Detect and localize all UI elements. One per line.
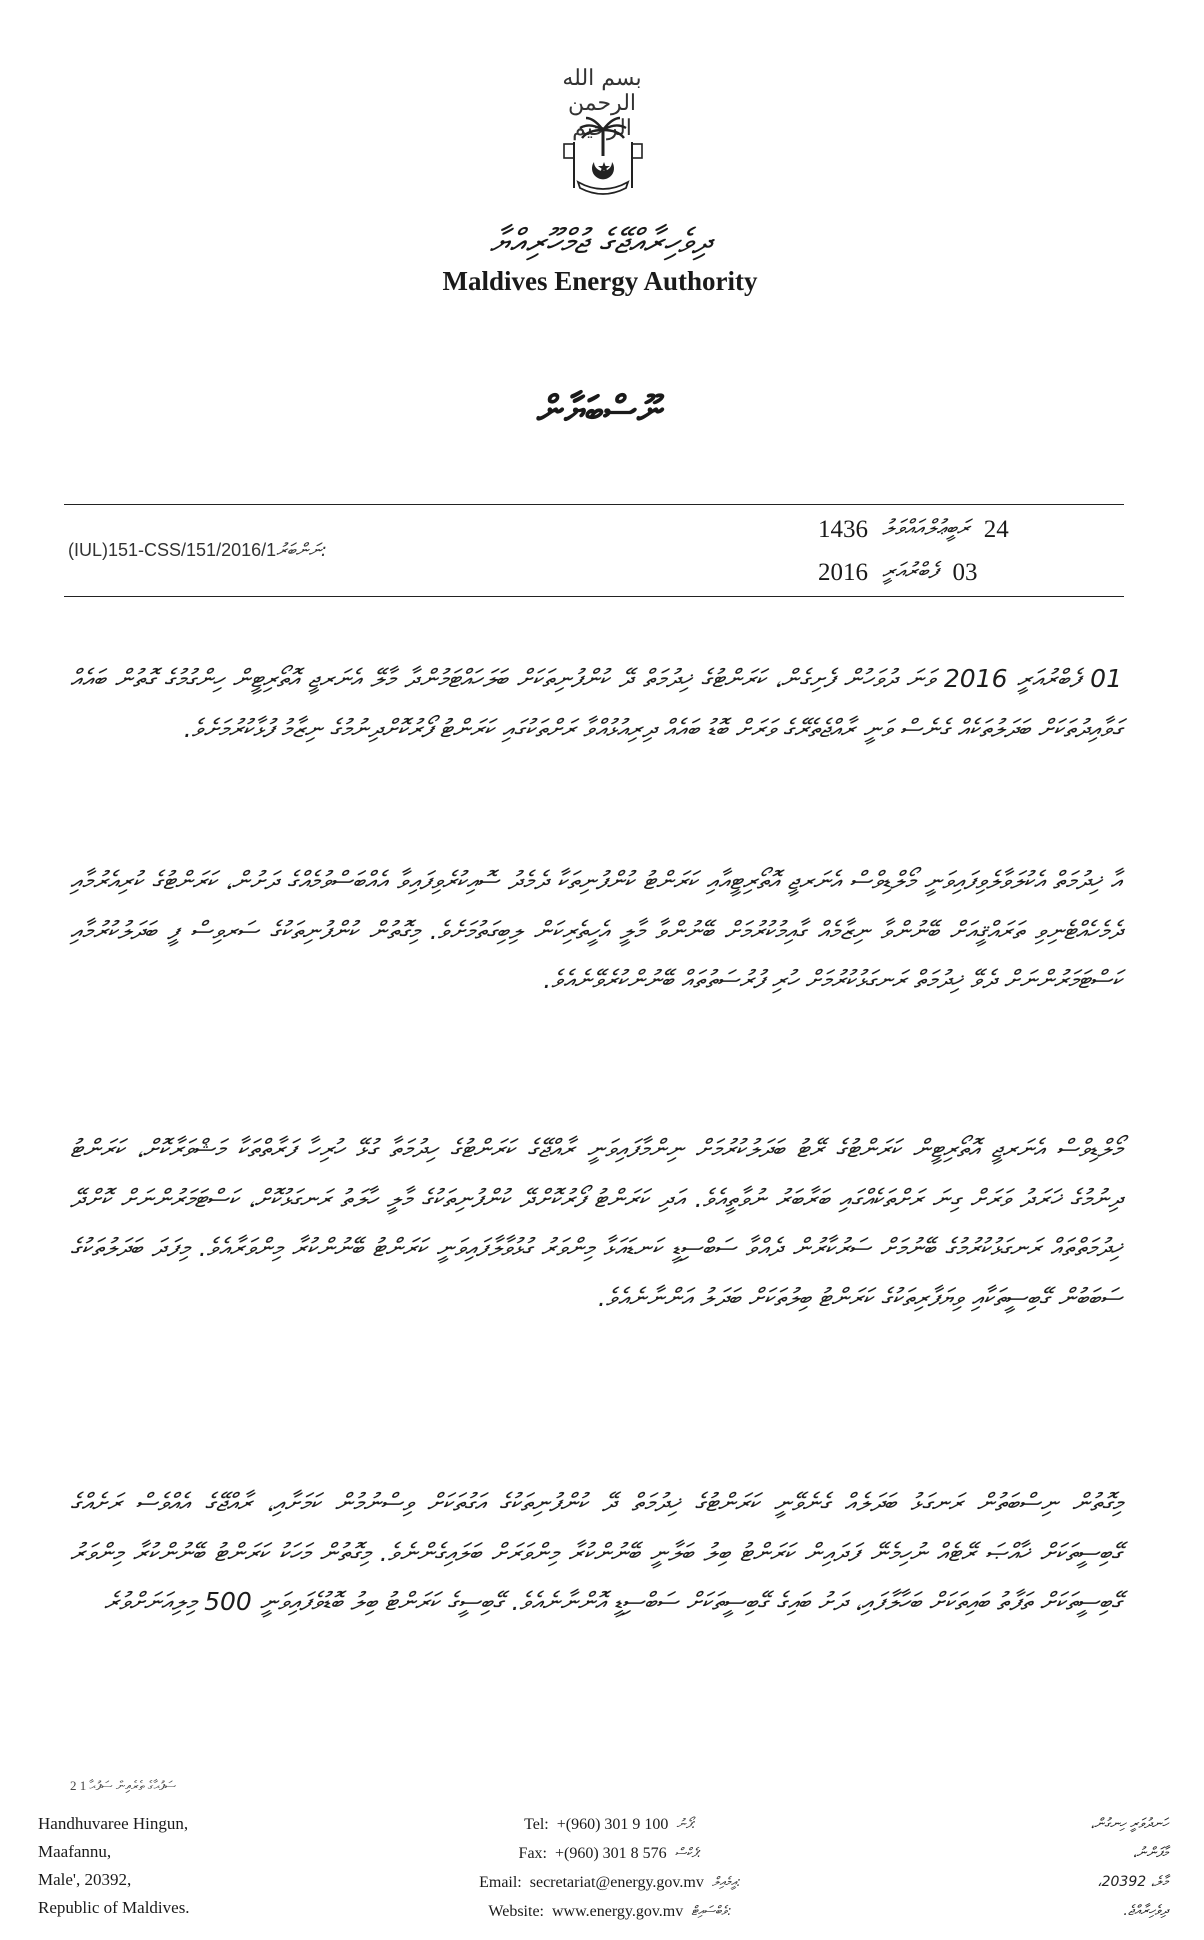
gregorian-date [818,559,1118,587]
contact-fax [410,1839,810,1868]
reference-number-value: (IUL)151-CSS/151/2016/1 [68,540,277,560]
address-line-dhivehi: މާލެ، 20392، [1097,1874,1168,1890]
organization-name-english: Maldives Energy Authority [442,266,758,296]
document-title: ނޫސްބަޔާން [536,388,664,432]
address-line: Republic of Maldives. [38,1898,190,1917]
organization-name-dhivehi: ދިވެހިރާއްޖޭގެ ޖުމްހޫރިއްޔާ [489,222,711,262]
body-paragraph-4: މިގޮތުން ނިސްބަތުން ރަނގަޅު ބަދަލެއް ގެނެވޭނީ ކަރަންޓުގެ ޚިދުމަތް ދޭ ކުންފުނިތަކުގެ އަގުތަކަށް ވިސްނުމުން ކަމަށާއި، ރާއްޖޭގެ އެއްވެސް ރަށެއްގެ ގޭބިސީތަކަށް ޚާއްޞަ ރޭޓެއް ނުހިމެނޭ ފަދައިން ކަރަންޓު ބިލު ބަލާނީ ބޭނުންކުރާ މިންވަރަށް ބަލައިގެންނެވެ. މިގޮތުން މަހަކު ކަރަންޓު ބޭނުންކުރާ މިންވަރު ގޭބިސީތަކަށް ތަފާތު ބައިތަކަށް ބަހާލާފައި، ދަށު ބައިގެ ގޭބިސީތަކަށް ސަބްސިޑީ އޮންނާނެއެވެ. ގޭބިސީގެ ކަރަންޓު ބިލު ބޮޑުވެފައިވަނީ 500 މިލިއަނަށްވުރެ [70,1488,1122,1616]
contact-value: +(960) 301 9 100 [556,1816,669,1833]
address-line: Handhuvaree Hingun, [38,1814,189,1833]
address-line-dhivehi: ދިވެހިރާއްޖެ. [1123,1903,1168,1919]
gregorian-month: ފެބްރުއަރީ [882,559,939,584]
hijri-date [818,516,1118,544]
address-line: Maafannu, [38,1842,112,1861]
hijri-year: 1436 [818,516,868,543]
contact-label-dhivehi: އީމެއިލް: [711,1875,741,1890]
contact-value: +(960) 301 8 576 [555,1845,667,1862]
header-divider-top [64,504,1124,505]
footer-address-dhivehi [1008,1810,1168,1926]
body-paragraph-1: 01 ފެބްރުއަރީ 2016 ވަނަ ދުވަހުން ފެށިގެން، ކަރަންޓުގެ ޚިދުމަތް ދޭ ކުންފުނިތަކަށް ބަލަހައްޓަމުންދާ މާލޭ އެނަރޖީ އޮތޯރިޓީން ހިންގުމުގެ ގޮތުން ބައެއް ގަވާއިދުތަކަށް ބަދަލުތަކެއް ގެނެސް ވަނީ ރާއްޖެތެރޭގެ ވަރަށް ބޮޑު ބައެއް ދިރިއުޅުއްވާ ރަށްތަކުގައި ކަރަންޓު ފޯރުކޮށްދިނުމުގެ ނިޒާމު ފުޅާކުރުމަށެވެ. [70,664,1122,743]
page-indicator: 2 ސަފުޙާގެ ތެރެއިން ސަފުޙާ 1 [70,1778,177,1793]
bismillah-calligraphy: بسم الله الرحمن الرحيم [562,66,642,141]
hijri-day: 24 [983,516,1009,543]
body-paragraph-2: އާ ޚިދުމަތް އެކުލަވާލެވިފައިވަނީ މޯލްޑިވްސް އެނަރޖީ އޮތޯރިޓީއާއި ކަރަންޓު ކުންފުނިތަކާ ދެމެދު ސޮއިކުރެވިފައިވާ އެއްބަސްވުމެއްގެ ދަށުން، ކަރަންޓުގެ ކުރިއެރުމާއި ދެމެހެއްޓެނިވި ތަރައްޤީއަށް ބޭނުންވާ ނިޒާމެއް ގާއިމުކުރުމަށް ބޭނުންވާ މާލީ އެހީތެރިކަން ލިބިގަތުމަށެވެ. މިގޮތުން ކުންފުނިތަކުގެ ސަރވިސް ފީ ބަދަލުކުރުމާއި ކަސްޓަމަރުންނަށް ދެވޭ ޚިދުމަތް ރަނގަޅުކުރުމަށް ހުރި ފުރުސަތުތައް ބޭނުންކުރެވޭނެއެވެ. [70,866,1122,994]
contact-email [410,1868,810,1897]
contact-website [410,1897,810,1926]
contact-label: Website: [488,1903,544,1920]
contact-label-dhivehi: ފެކްސް: [674,1846,702,1861]
contact-label: Tel: [524,1816,549,1833]
footer-address-english [38,1810,278,1922]
address-line: Male', 20392, [38,1870,132,1889]
reference-number-label: ނަންބަރު: [276,540,327,561]
reference-number [68,540,488,561]
state-emblem-icon [560,116,646,200]
footer-contacts [410,1810,810,1926]
contact-label: Email: [479,1874,522,1891]
address-line-dhivehi: މާފަންނު، [1132,1845,1168,1861]
contact-value: www.energy.gov.mv [552,1903,684,1920]
body-paragraph-3: މޯލްޑިވްސް އެނަރޖީ އޮތޯރިޓީން ކަރަންޓުގެ ރޭޓު ބަދަލުކުރުމަށް ނިންމާފައިވަނީ ރާއްޖޭގެ ކަރަންޓުގެ ހިދުމަތާ ގުޅޭ ހުރިހާ ފަރާތްތަކާ މަޝްވަރާކޮށް، ކަރަންޓު ދިނުމުގެ ޚަރަދު ވަރަށް ގިނަ ރަށްތަކެއްގައި ބަރާބަރު ނުވާތީއެވެ. އަދި ކަރަންޓު ފޯރުކޮށްދޭ ކުންފުނިތަކުގެ މާލީ ހާލަތު ރަނގަޅުކޮށް، ކަސްޓަމަރުންނަށް ކޮށްދޭ ޚިދުމަތްތައް ރަނގަޅުކުރުމުގެ ބޭނުމަށް ސަރުކާރުން ދެއްވާ ސަބްސިޑީ ކަނޑައަޅާ މިންވަރު ގުޅުވާލާފައިވަނީ ކަރަންޓު ބޭނުންކުރާ މިންވަރާއެވެ. މިފަދަ ބަދަލުތަކުގެ ސަބަބުން ގޭބިސީތަކާއި ވިޔަފާރިތަކުގެ ކަރަންޓު ބިލުތަކަށް ބަދަލު އަންނާނެއެވެ. [70,1134,1122,1312]
header-divider-bottom [64,596,1124,597]
contact-label-dhivehi: ވެބްސައިޓް: [691,1904,732,1919]
contact-tel [410,1810,810,1839]
gregorian-day: 03 [952,559,978,586]
contact-value: secretariat@energy.gov.mv [529,1874,704,1891]
address-line-dhivehi: ހަނދުވަރީ ހިނގުން، [1090,1816,1168,1832]
contact-label-dhivehi: ފޯނު: [676,1817,696,1832]
hijri-month: ރަބީޢުލްއައްވަލު [882,516,970,541]
contact-label: Fax: [518,1845,547,1862]
gregorian-year: 2016 [818,559,868,586]
